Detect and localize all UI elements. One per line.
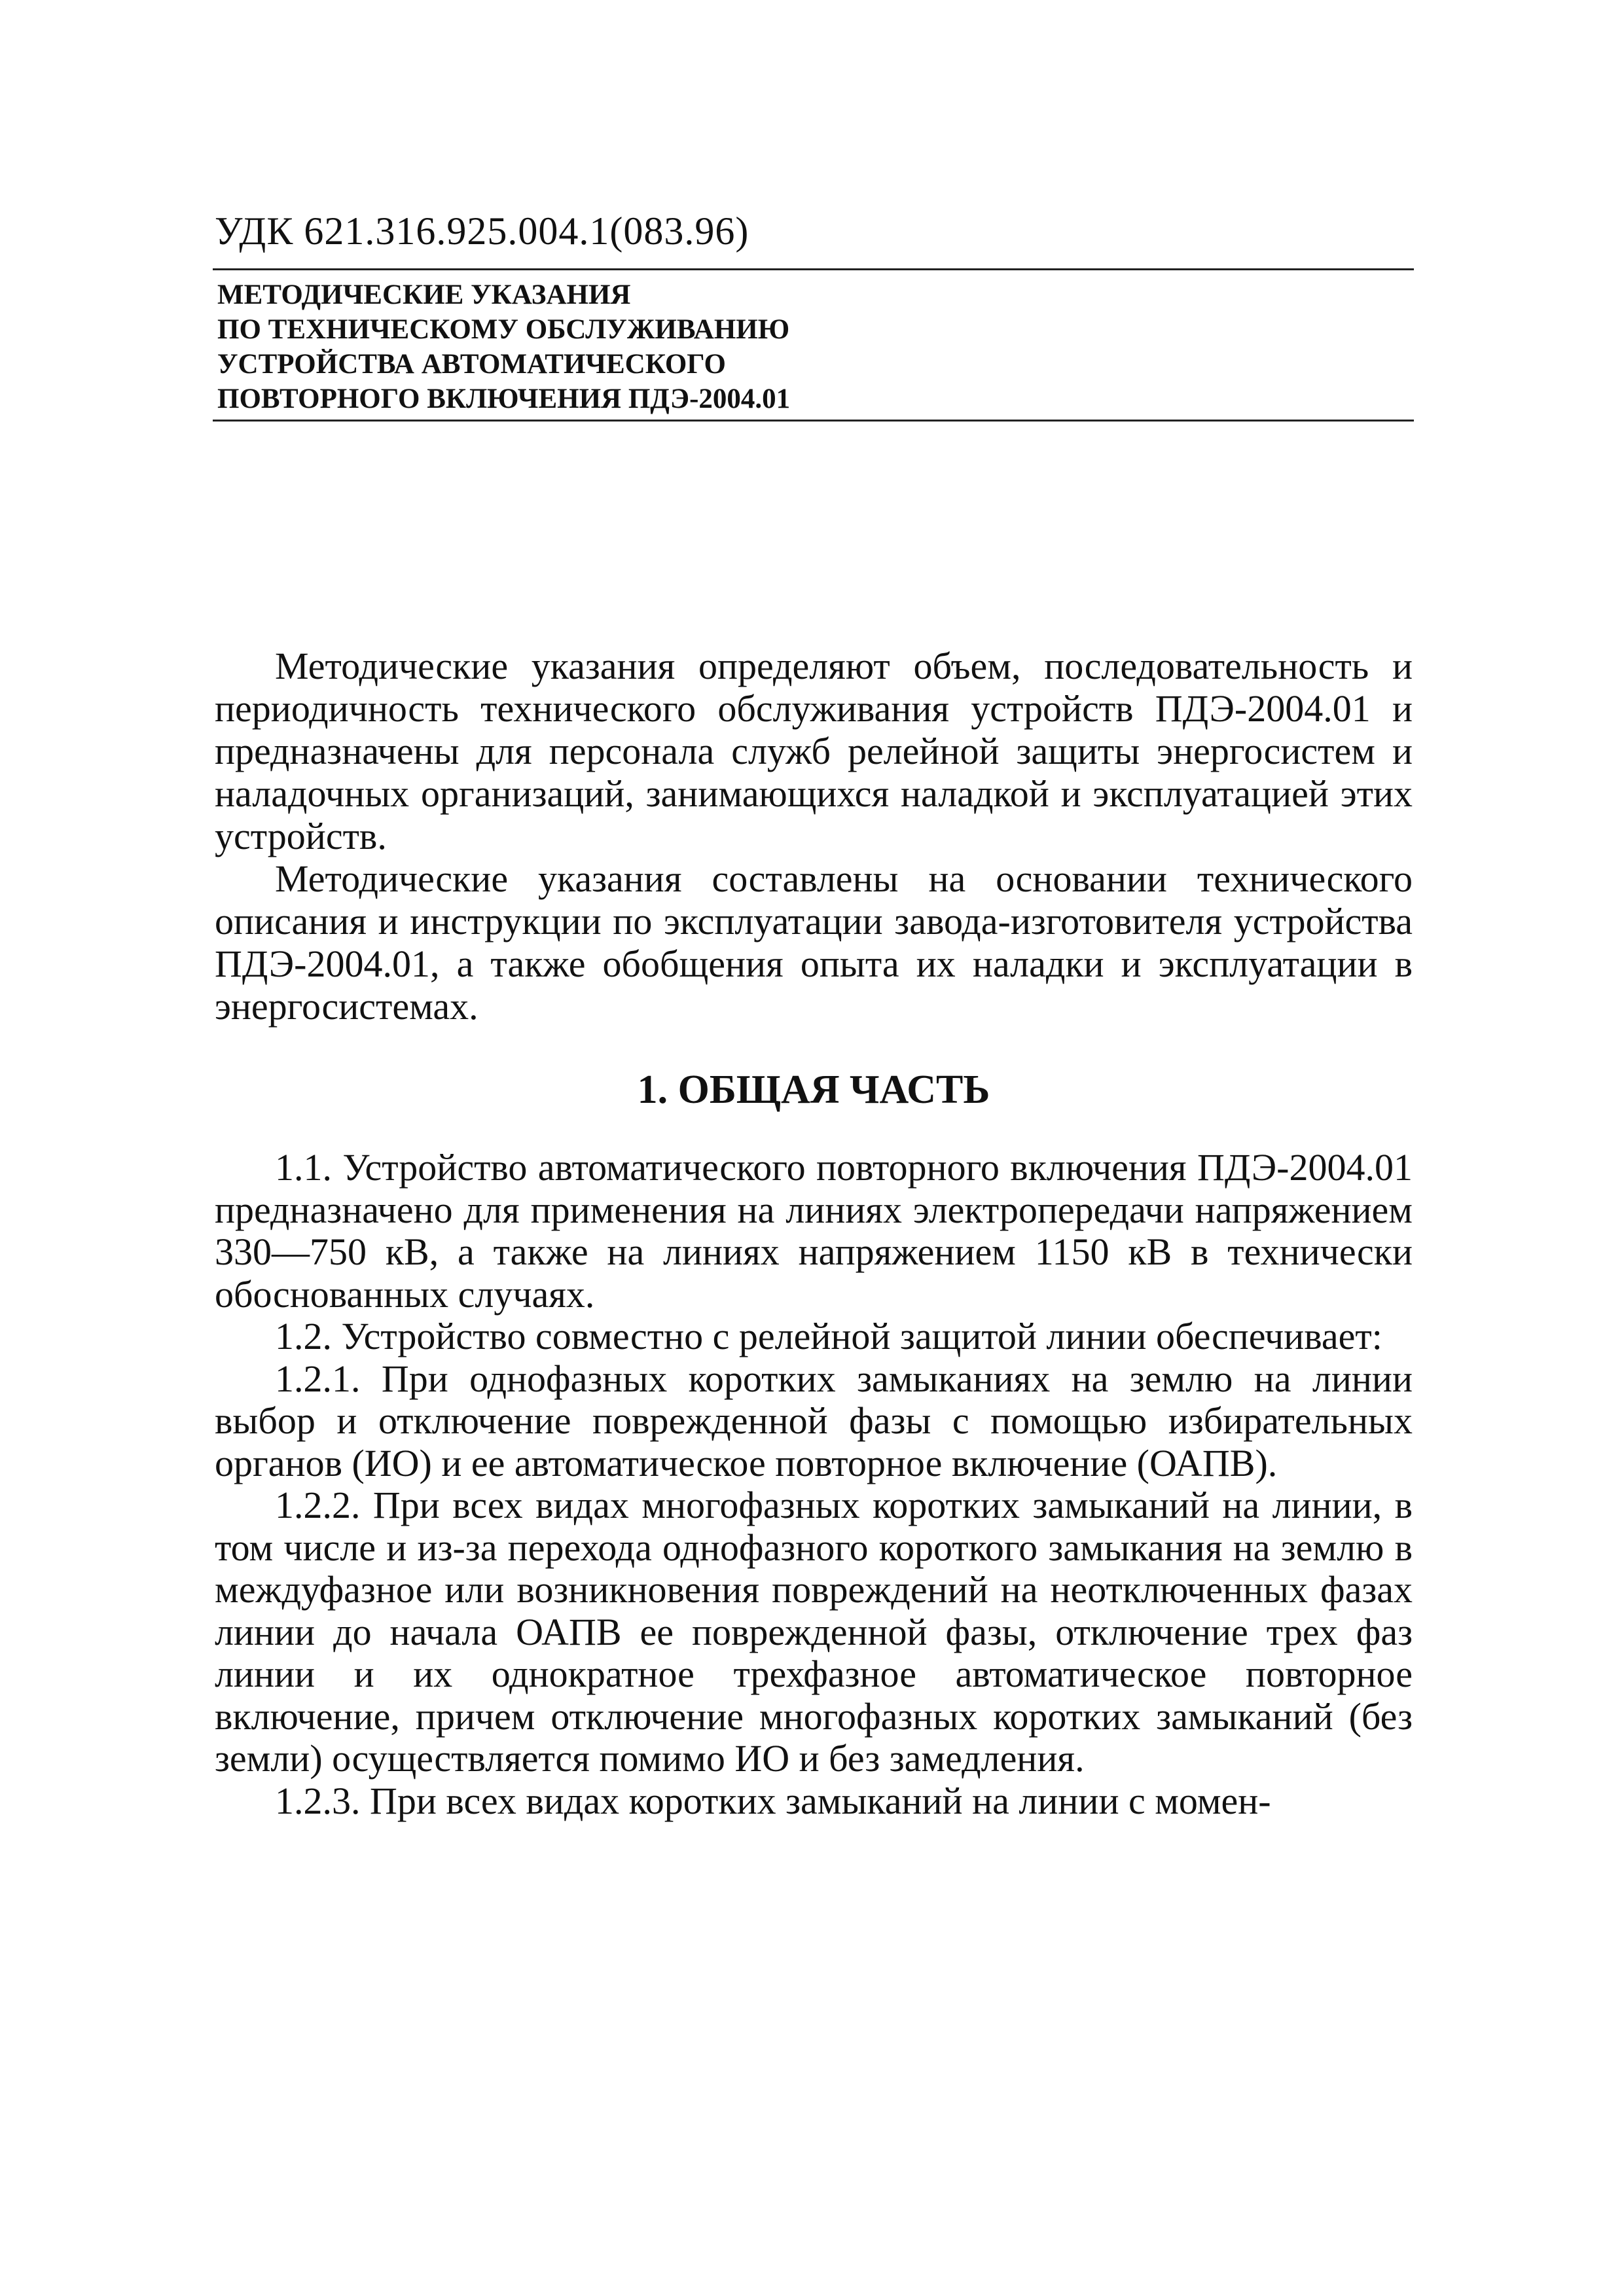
intro-paragraph: Методические указания составлены на основании технического описания и инструкции по эксплуатации завода-изготовителя устройства ПДЭ-2004.01, а также обобщения опыта их наладки и эксплуатации в энергосистемах. (215, 857, 1413, 1028)
title-line: ПО ТЕХНИЧЕСКОМУ ОБСЛУЖИВАНИЮ (217, 314, 790, 345)
intro-paragraph: Методические указания определяют объем, последовательность и периодичность технического обслуживания устройств ПДЭ-2004.01 и предназначены для персонала служб релейной защиты энергосистем и наладочных организаций, занимающихся наладкой и эксплуатацией этих устройств. (215, 645, 1413, 857)
section-heading: 1. ОБЩАЯ ЧАСТЬ (637, 1067, 990, 1112)
title-line: МЕТОДИЧЕСКИЕ УКАЗАНИЯ (217, 279, 631, 310)
title-line: УСТРОЙСТВА АВТОМАТИЧЕСКОГО (217, 349, 727, 380)
section-paragraph: 1.2. Устройство совместно с релейной защитой линии обеспечивает: (275, 1315, 1382, 1357)
section-paragraph: 1.2.3. При всех видах коротких замыканий на линии с момен- (275, 1779, 1271, 1822)
title-top-rule (213, 268, 1414, 270)
udk-code: УДК 621.316.925.004.1(083.96) (215, 209, 749, 253)
section-paragraph: 1.2.1. При однофазных коротких замыканиях на землю на линии выбор и отключение поврежденной фазы с помощью избирательных органов (ИО) и ее автоматическое повторное включение (ОАПВ). (215, 1357, 1413, 1484)
section-paragraph: 1.2.2. При всех видах многофазных коротких замыканий на линии, в том числе и из-за перехода однофазного короткого замыкания на землю в междуфазное или возникновения повреждений на неотключенных фазах линии до начала ОАПВ ее поврежденной фазы, отключение трех фаз линии и их однократное трехфазное автоматическое повторное включение, причем отключение многофазных коротких замыканий (без земли) осуществляется помимо ИО и без замедления. (215, 1484, 1413, 1780)
title-bottom-rule (213, 420, 1414, 422)
intro-text (215, 645, 1413, 1028)
title-line: ПОВТОРНОГО ВКЛЮЧЕНИЯ ПДЭ-2004.01 (217, 384, 791, 414)
section-paragraph: 1.1. Устройство автоматического повторного включения ПДЭ-2004.01 предназначено для применения на линиях электропередачи напряжением 330—750 кВ, а также на линиях напряжением 1150 кВ в технически обоснованных случаях. (215, 1146, 1413, 1316)
document-title (217, 278, 1396, 416)
section-text (215, 1147, 1413, 1822)
